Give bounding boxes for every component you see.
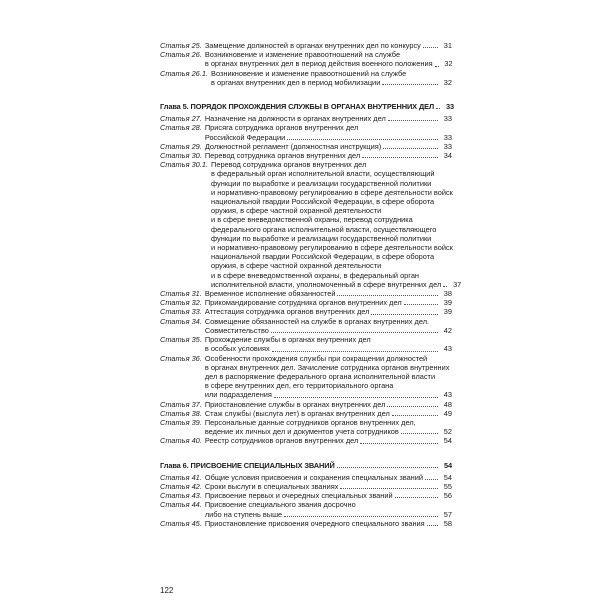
entry-page: 54 bbox=[443, 436, 452, 446]
entry-text: Должностной регламент (должностная инструкция) bbox=[204, 141, 382, 151]
toc-entry[interactable] bbox=[160, 289, 452, 298]
dot-leader bbox=[284, 510, 438, 517]
toc-entry[interactable] bbox=[160, 317, 452, 335]
dot-leader bbox=[436, 102, 440, 109]
dot-leader bbox=[383, 142, 438, 149]
toc-entry[interactable] bbox=[160, 400, 452, 409]
entry-page: 33 bbox=[443, 132, 452, 142]
toc-entry[interactable] bbox=[160, 500, 452, 518]
entry-text: оружия, в сфере частной охранной деятельности bbox=[211, 206, 382, 216]
entry-page: 39 bbox=[443, 307, 452, 317]
dot-leader bbox=[287, 133, 438, 140]
dot-leader bbox=[443, 280, 447, 287]
entry-text: национальной гвардии Российской Федерации, в сфере оборота bbox=[211, 197, 435, 207]
toc-entry[interactable] bbox=[160, 160, 462, 289]
entry-text: функции по выработке и реализации государственной политики bbox=[211, 178, 432, 188]
entry-text: дел в распоряжение федерального органа исполнительной власти bbox=[204, 371, 436, 381]
toc-entry[interactable] bbox=[160, 491, 452, 500]
dot-leader bbox=[360, 436, 438, 443]
chapter-heading[interactable] bbox=[160, 461, 452, 470]
dot-leader bbox=[274, 390, 438, 397]
entry-page: 38 bbox=[443, 289, 452, 299]
entry-page: 43 bbox=[443, 390, 452, 400]
entry-page: 48 bbox=[443, 399, 452, 409]
article-number: Статья 37. bbox=[160, 399, 202, 409]
entry-page: 34 bbox=[443, 151, 452, 161]
dot-leader bbox=[427, 519, 438, 526]
toc-entry[interactable] bbox=[160, 418, 452, 436]
toc-entry[interactable] bbox=[160, 114, 452, 123]
article-number: Статья 26. bbox=[160, 50, 202, 60]
article-number: Статья 30. bbox=[160, 151, 202, 161]
dot-leader bbox=[392, 409, 438, 416]
entry-page: 58 bbox=[443, 518, 452, 528]
chapter-title: Глава 5. ПОРЯДОК ПРОХОЖДЕНИЯ СЛУЖБЫ В ОРГАНАХ ВНУТРЕННИХ ДЕЛ bbox=[160, 102, 435, 112]
entry-text: и в сфере вневедомственной охраны, в федеральный орган bbox=[211, 270, 420, 280]
article-number: Статья 30.1. bbox=[160, 160, 209, 170]
entry-text: в особых условиях bbox=[204, 344, 270, 354]
entry-text: функции по выработке и реализации государственной политики bbox=[211, 233, 432, 243]
entry-page: 56 bbox=[443, 491, 452, 501]
article-number: Статья 38. bbox=[160, 408, 202, 418]
article-number: Статья 27. bbox=[160, 114, 202, 124]
entry-page: 49 bbox=[443, 408, 452, 418]
article-number: Статья 28. bbox=[160, 123, 202, 133]
entry-text: Приостановление присвоения очередного специального звания bbox=[204, 518, 425, 528]
toc-entry[interactable] bbox=[160, 298, 452, 307]
entry-page: 37 bbox=[453, 279, 462, 289]
entry-text: Временное исполнение обязанностей bbox=[204, 289, 336, 299]
entry-text: либо на ступень выше bbox=[204, 509, 283, 519]
entry-text: Прохождение службы в органах внутренних дел bbox=[204, 335, 371, 345]
entry-text: в сфере внутренних дел, его территориального органа bbox=[204, 381, 394, 391]
entry-text: Аттестация сотрудника органов внутренних дел bbox=[204, 307, 370, 317]
article-number: Статья 42. bbox=[160, 481, 202, 491]
chapter-title: Глава 6. ПРИСВОЕНИЕ СПЕЦИАЛЬНЫХ ЗВАНИЙ bbox=[160, 460, 335, 470]
dot-leader bbox=[435, 59, 439, 66]
entry-page: 33 bbox=[443, 114, 452, 124]
table-of-contents bbox=[160, 41, 462, 528]
toc-entry[interactable] bbox=[160, 335, 452, 353]
entry-text: или подразделения bbox=[204, 390, 272, 400]
toc-entry[interactable] bbox=[160, 519, 452, 528]
article-number: Статья 45. bbox=[160, 518, 202, 528]
article-number: Статья 26.1. bbox=[160, 68, 209, 78]
entry-page: 54 bbox=[443, 472, 452, 482]
dot-leader bbox=[387, 400, 438, 407]
dot-leader bbox=[395, 491, 438, 498]
entry-text: Замещение должностей в органах внутренних дел по конкурсу bbox=[204, 41, 421, 50]
article-number: Статья 36. bbox=[160, 353, 202, 363]
entry-page: 52 bbox=[443, 427, 452, 437]
entry-text: Перевод сотрудника органов внутренних дел bbox=[204, 151, 361, 161]
entry-text: в органах внутренних дел в период мобилизации bbox=[211, 77, 381, 87]
article-number: Статья 35. bbox=[160, 335, 202, 345]
entry-text: Присяга сотрудника органов внутренних дел bbox=[204, 123, 359, 133]
entry-text: Совместительство bbox=[204, 325, 269, 335]
article-number: Статья 39. bbox=[160, 417, 202, 427]
toc-entry[interactable] bbox=[160, 409, 452, 418]
page-number: 122 bbox=[160, 586, 174, 595]
dot-leader bbox=[337, 461, 438, 468]
chapter-page: 54 bbox=[443, 460, 452, 470]
dot-leader bbox=[371, 307, 438, 314]
entry-text: в федеральный орган исполнительной власти, осуществляющий bbox=[211, 169, 435, 179]
entry-page: 42 bbox=[443, 325, 452, 335]
entry-text: Российской Федерации bbox=[204, 132, 286, 142]
entry-page: 43 bbox=[443, 344, 452, 354]
article-number: Статья 33. bbox=[160, 307, 202, 317]
entry-text: в органах внутренних дел в период действия военного положения bbox=[204, 59, 433, 69]
entry-text: Возникновение и изменение правоотношений на службе bbox=[204, 50, 401, 60]
toc-entry[interactable] bbox=[160, 142, 452, 151]
entry-text: Прикомандирование сотрудника органов внутренних дел bbox=[204, 298, 402, 308]
entry-text: Присвоение первых и очередных специальных званий bbox=[204, 491, 393, 501]
toc-entry[interactable] bbox=[160, 41, 452, 50]
entry-text: национальной гвардии Российской Федерации, в сфере оборота bbox=[211, 252, 435, 262]
entry-text: Персональные данные сотрудников органов внутренних дел, bbox=[204, 417, 416, 427]
entry-text: в органах внутренних дел. Зачисление сотрудника органов внутренних bbox=[204, 362, 450, 372]
toc-entry[interactable] bbox=[160, 151, 452, 160]
entry-text: Возникновение и изменение правоотношений на службе bbox=[211, 68, 407, 78]
dot-leader bbox=[271, 326, 438, 333]
article-number: Статья 25. bbox=[160, 41, 202, 50]
entry-text: Сроки выслуги в специальных званиях bbox=[204, 481, 339, 491]
toc-entry[interactable] bbox=[160, 482, 452, 491]
article-number: Статья 32. bbox=[160, 298, 202, 308]
toc-entry[interactable] bbox=[160, 354, 452, 400]
article-number: Статья 41. bbox=[160, 472, 202, 482]
entry-page: 55 bbox=[443, 481, 452, 491]
entry-text: Совмещение обязанностей на службе в органах внутренних дел. bbox=[204, 316, 430, 326]
entry-text: Реестр сотрудников органов внутренних дел bbox=[204, 436, 359, 446]
toc-entry[interactable] bbox=[160, 50, 452, 68]
entry-text: Особенности прохождения службы при сокращении должностей bbox=[204, 353, 428, 363]
toc-entry[interactable] bbox=[160, 436, 452, 445]
dot-leader bbox=[340, 482, 438, 489]
dot-leader bbox=[382, 78, 438, 85]
dot-leader bbox=[404, 298, 438, 305]
entry-text: Приостановление службы в органах внутренних дел bbox=[204, 399, 386, 409]
chapter-page: 33 bbox=[446, 102, 455, 112]
dot-leader bbox=[423, 41, 438, 48]
chapter-heading[interactable] bbox=[160, 102, 455, 112]
dot-leader bbox=[401, 427, 438, 434]
article-number: Статья 34. bbox=[160, 316, 202, 326]
entry-page: 33 bbox=[443, 141, 452, 151]
toc-entry[interactable] bbox=[160, 307, 452, 316]
dot-leader bbox=[425, 473, 438, 480]
entry-text: федерального органа исполнительной власти, осуществляющего bbox=[211, 224, 437, 234]
entry-page: 39 bbox=[443, 298, 452, 308]
entry-text: и нормативно-правовому регулированию в сфере деятельности войск bbox=[211, 187, 453, 197]
entry-text: Общие условия присвоения и сохранения специальных званий bbox=[204, 472, 424, 482]
entry-text: Перевод сотрудника органов внутренних дел bbox=[211, 160, 367, 170]
entry-text: и в сфере вневедомственной охраны, перевод сотрудника bbox=[211, 215, 413, 225]
entry-text: исполнительной власти, уполномоченный в сфере внутренних дел bbox=[211, 279, 442, 289]
dot-leader bbox=[388, 114, 438, 121]
toc-entry[interactable] bbox=[160, 473, 452, 482]
toc-entry[interactable] bbox=[160, 123, 452, 141]
entry-text: Назначение на должности в органах внутренних дел bbox=[204, 114, 386, 124]
entry-text: Стаж службы (выслуга лет) в органах внутренних дел bbox=[204, 408, 390, 418]
entry-text: и нормативно-правовому регулированию в сфере деятельности войск bbox=[211, 243, 453, 253]
article-number: Статья 31. bbox=[160, 289, 202, 299]
article-number: Статья 43. bbox=[160, 491, 202, 501]
entry-page: 32 bbox=[444, 59, 453, 69]
entry-text: Присвоение специального звания досрочно bbox=[204, 500, 356, 510]
article-number: Статья 29. bbox=[160, 141, 202, 151]
entry-text: ведение их личных дел и документов учета сотрудников bbox=[204, 427, 399, 437]
dot-leader bbox=[362, 151, 438, 158]
dot-leader bbox=[337, 289, 438, 296]
toc-entry[interactable] bbox=[160, 69, 452, 87]
dot-leader bbox=[272, 344, 438, 351]
entry-text: оружия, в сфере частной охранной деятельности bbox=[211, 261, 382, 271]
entry-page: 31 bbox=[443, 41, 452, 50]
entry-page: 32 bbox=[443, 77, 452, 87]
entry-page: 57 bbox=[443, 509, 452, 519]
article-number: Статья 44. bbox=[160, 500, 202, 510]
article-number: Статья 40. bbox=[160, 436, 202, 446]
